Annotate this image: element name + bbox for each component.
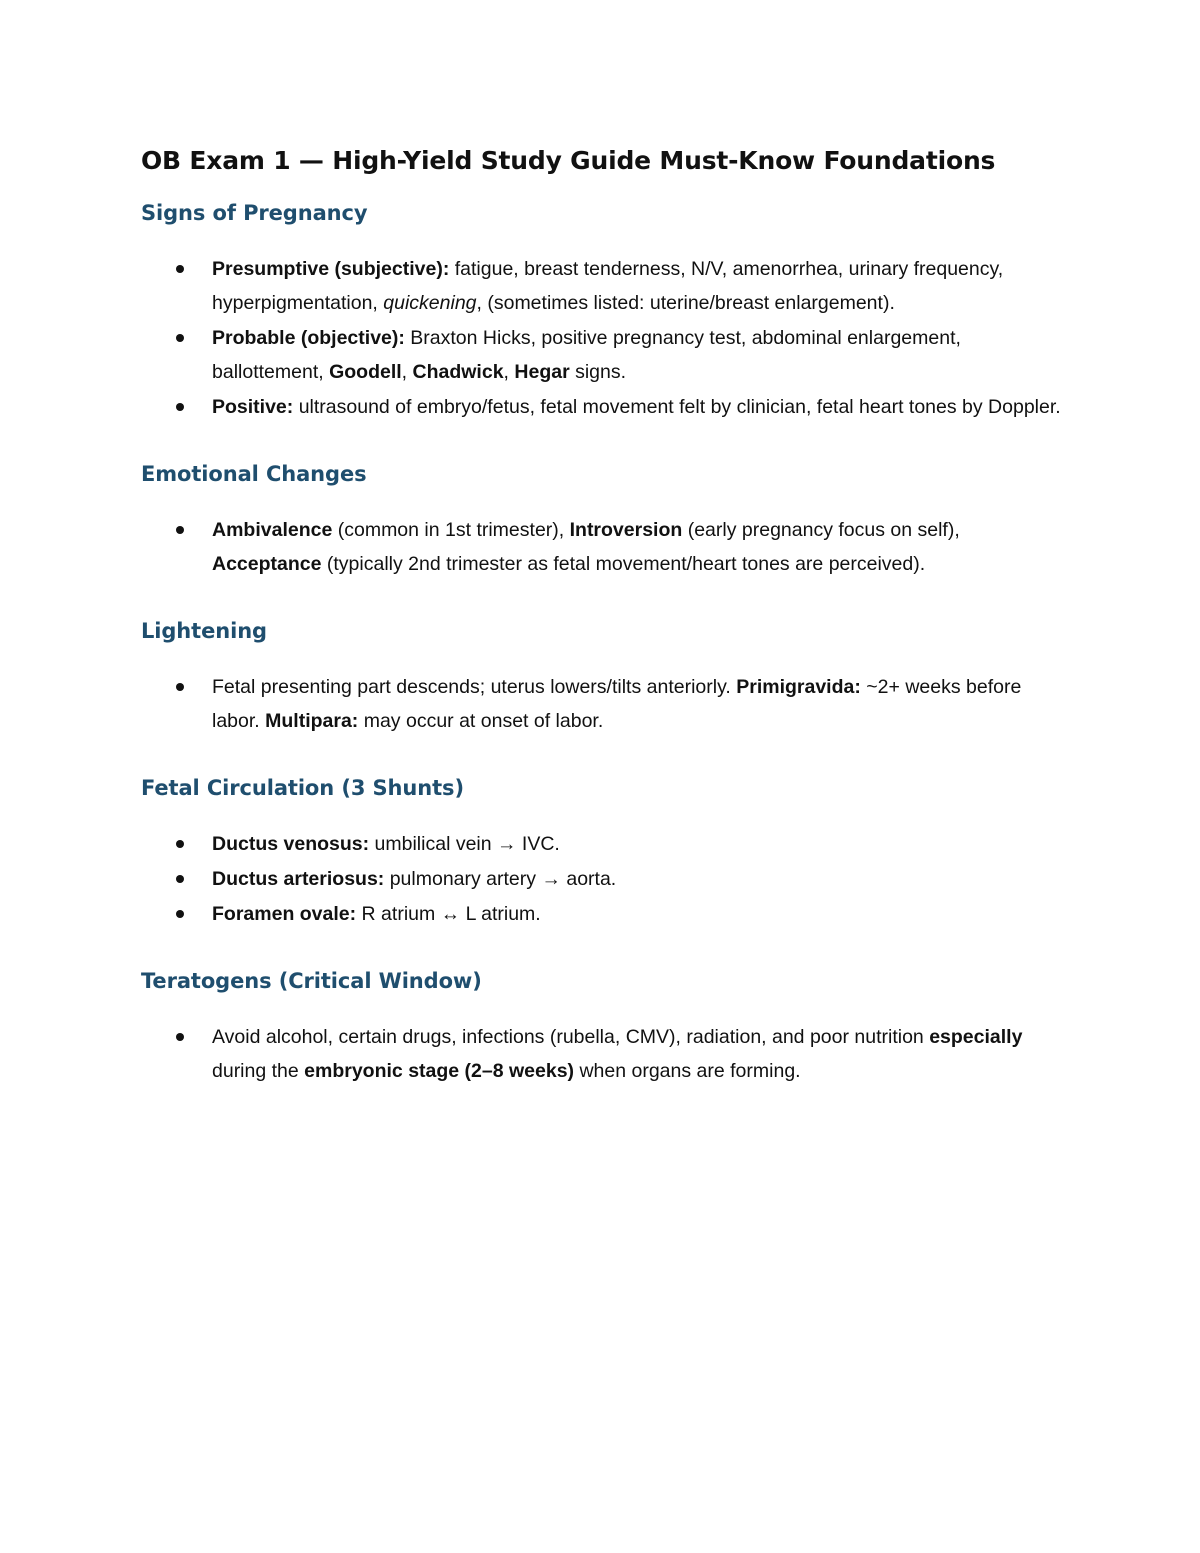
section (141, 196, 1061, 424)
list-item (141, 390, 1061, 424)
body-text: (common in 1st trimester), (332, 519, 570, 541)
list-item (141, 897, 1061, 931)
list-item (141, 252, 1061, 320)
body-text: ~2+ weeks before labor. (212, 676, 1022, 732)
bold-text: Ductus arteriosus: (212, 868, 385, 890)
body-text: Braxton Hicks, positive pregnancy test, abdominal enlargement, ballottement, (212, 327, 961, 383)
bullet-icon (176, 875, 184, 883)
body-text: (early pregnancy focus on self), (682, 519, 960, 541)
bullet-list (141, 827, 1061, 931)
list-item (141, 670, 1061, 738)
bullet-icon (176, 265, 184, 273)
bold-text: Ambivalence (212, 519, 333, 541)
section (141, 614, 1061, 738)
section-heading: Emotional Changes (141, 462, 367, 486)
body-text: when organs are forming. (574, 1060, 801, 1082)
body-text: pulmonary artery → aorta. (384, 868, 617, 890)
body-text: during the (212, 1060, 305, 1082)
bold-text: Goodell (329, 361, 402, 383)
bold-text: embryonic stage (2–8 weeks) (304, 1060, 575, 1082)
body-text: ultrasound of embryo/fetus, fetal movement felt by clinician, fetal heart tones by Doppler. (293, 396, 1061, 418)
bullet-icon (176, 403, 184, 411)
body-text: , (sometimes listed: uterine/breast enlargement). (476, 292, 895, 314)
list-item (141, 513, 1061, 581)
body-text: (typically 2nd trimester as fetal movement/heart tones are perceived). (321, 553, 926, 575)
bold-text: Chadwick (412, 361, 504, 383)
body-text: may occur at onset of labor. (358, 710, 604, 732)
page-title: OB Exam 1 — High-Yield Study Guide Must-Know Foundations (141, 146, 996, 175)
bold-text: Foramen ovale: (212, 903, 357, 925)
body-text: signs. (569, 361, 627, 383)
bullet-icon (176, 683, 184, 691)
section (141, 964, 1061, 1088)
section-heading: Teratogens (Critical Window) (141, 969, 482, 993)
sections-container (141, 196, 1061, 1088)
bullet-list (141, 513, 1061, 581)
section-heading: Lightening (141, 619, 267, 643)
body-text: , (401, 361, 413, 383)
section (141, 771, 1061, 931)
bold-text: Ductus venosus: (212, 833, 370, 855)
bullet-list (141, 670, 1061, 738)
body-text: Fetal presenting part descends; uterus lowers/tilts anteriorly. (212, 676, 737, 698)
bold-text: Presumptive (subjective): (212, 258, 450, 280)
list-item (141, 1020, 1061, 1088)
bold-text: Primigravida: (736, 676, 861, 698)
bullet-icon (176, 1033, 184, 1041)
bold-text: especially (929, 1026, 1023, 1048)
bullet-icon (176, 334, 184, 342)
bullet-icon (176, 840, 184, 848)
body-text: , (503, 361, 515, 383)
list-item (141, 827, 1061, 861)
list-item (141, 862, 1061, 896)
bold-text: Probable (objective): (212, 327, 405, 349)
section-heading: Fetal Circulation (3 Shunts) (141, 776, 464, 800)
bullet-list (141, 1020, 1061, 1088)
body-text: fatigue, breast tenderness, N/V, amenorrhea, urinary frequency, hyperpigmentation, (212, 258, 1004, 314)
bold-text: Multipara: (265, 710, 359, 732)
bold-text: Hegar (514, 361, 570, 383)
body-text: R atrium ↔ L atrium. (356, 903, 541, 925)
bold-text: Positive: (212, 396, 294, 418)
body-text: umbilical vein → IVC. (369, 833, 560, 855)
bullet-list (141, 252, 1061, 424)
bullet-icon (176, 910, 184, 918)
bold-text: Introversion (569, 519, 683, 541)
bullet-icon (176, 526, 184, 534)
section (141, 457, 1061, 581)
bold-text: Acceptance (212, 553, 322, 575)
document-content (141, 140, 1061, 1121)
section-heading: Signs of Pregnancy (141, 201, 368, 225)
list-item (141, 321, 1061, 389)
italic-text: quickening (383, 292, 477, 314)
body-text: Avoid alcohol, certain drugs, infections (rubella, CMV), radiation, and poor nutrition (212, 1026, 930, 1048)
